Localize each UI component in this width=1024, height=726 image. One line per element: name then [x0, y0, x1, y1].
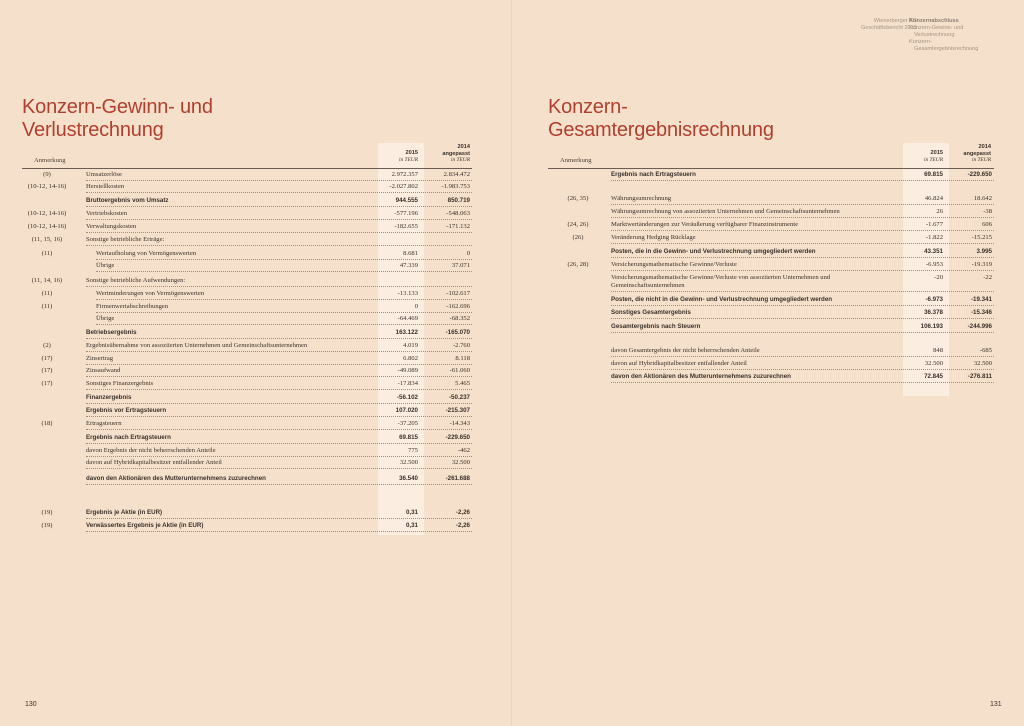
row-rule	[86, 484, 472, 485]
page-131	[513, 0, 1024, 726]
table-row	[513, 232, 1024, 244]
row-value-2014: -15.346	[971, 309, 992, 316]
row-rule	[611, 257, 994, 258]
row-label: Posten, die nicht in die Gewinn- und Verlustrechnung umgegliedert werden	[611, 296, 833, 303]
table-row	[513, 345, 1024, 357]
row-rule	[611, 180, 994, 181]
row-value-2014: -276.811	[967, 373, 992, 380]
row-value-2014: 0	[466, 250, 470, 257]
row-value-2015: 47.339	[399, 262, 418, 269]
row-value-2014: -2,26	[455, 522, 470, 529]
table-row	[513, 246, 1024, 258]
row-value-2014: -162.696	[446, 303, 470, 310]
row-value-2014: -685	[979, 347, 992, 354]
row-value-2015: 106.193	[920, 323, 943, 330]
row-label: Sonstiges Finanzergebnis	[86, 380, 154, 387]
page-number: 130	[25, 701, 37, 708]
row-rule	[611, 217, 994, 218]
row-label: Marktwertänderungen zur Veräußerung verfügbarer Finanzinstrumente	[611, 221, 798, 228]
row-label: Versicherungsmathematische Gewinne/Verluste	[611, 261, 737, 268]
row-value-2015: -64.469	[397, 315, 418, 322]
row-value-2015: 107.020	[395, 407, 418, 414]
row-note-ref: (10-12, 14-16)	[27, 183, 67, 190]
row-label: Wertminderungen von Vermögenswerten	[96, 290, 205, 297]
row-value-2015: 163.122	[395, 329, 418, 336]
row-value-2014: -261.688	[445, 475, 470, 482]
row-value-2014: -68.352	[449, 315, 470, 322]
table-row	[0, 432, 511, 444]
row-value-2015: 6.802	[403, 355, 418, 362]
row-value-2014: -2.760	[452, 342, 470, 349]
table-row	[513, 259, 1024, 271]
table-row	[0, 313, 511, 325]
row-value-2014: 32.500	[451, 459, 470, 466]
row-rule	[611, 291, 994, 292]
row-label: Posten, die in die Gewinn- und Verlustrechnung umgegliedert werden	[611, 248, 816, 255]
row-rule	[86, 531, 472, 532]
row-value-2014: -1.983.753	[441, 183, 470, 190]
table-row	[0, 340, 511, 352]
row-note-ref: (11, 14, 16)	[31, 277, 63, 284]
row-label: Herstellkosten	[86, 183, 125, 190]
row-label: Währungsumrechnung von assoziierten Unternehmen und Gemeinschaftsunternehmen	[611, 208, 840, 215]
row-rule	[86, 468, 472, 469]
row-note-ref: (11)	[41, 290, 53, 297]
row-label: davon den Aktionären des Mutterunternehmens zuzurechnen	[611, 373, 791, 380]
row-value-2015: 32.500	[399, 459, 418, 466]
table-row	[0, 234, 511, 246]
table-row	[513, 272, 1024, 292]
row-value-2015: 0,31	[405, 522, 418, 529]
row-label: Sonstige betriebliche Erträge:	[86, 236, 165, 243]
row-label: Bruttoergebnis vom Umsatz	[86, 197, 169, 204]
row-rule	[86, 286, 472, 287]
row-label: Ertragsteuern	[86, 420, 122, 427]
header-col-2015: 2015 in TEUR	[923, 150, 943, 163]
row-rule	[611, 369, 994, 370]
row-rule	[86, 219, 472, 220]
table-row	[0, 301, 511, 313]
row-value-2014: -244.996	[967, 323, 992, 330]
row-value-2015: -577.196	[394, 210, 418, 217]
row-value-2015: 0,31	[405, 509, 418, 516]
row-label: davon auf Hybridkapitalbesitzer entfallender Anteil	[611, 360, 747, 367]
row-label: Betriebsergebnis	[86, 329, 137, 336]
page-130	[0, 0, 511, 726]
row-rule	[611, 382, 994, 383]
row-rule	[86, 351, 472, 352]
row-label: Ergebnisübernahme von assoziierten Unternehmen und Gemeinschaftsunternehmen	[86, 342, 308, 349]
table-row	[0, 507, 511, 519]
row-value-2015: -20	[934, 274, 943, 281]
row-label: Veränderung Hedging Rücklage	[611, 234, 696, 241]
table-row	[0, 248, 511, 260]
row-value-2014: 5.465	[455, 380, 470, 387]
row-value-2015: 46.824	[924, 195, 943, 202]
row-note-ref: (9)	[43, 171, 51, 178]
row-rule	[86, 232, 472, 233]
row-label: Übrige	[96, 315, 115, 322]
title-line-2: Gesamtergebnisrechnung	[548, 119, 774, 141]
row-label: Firmenwertabschreibungen	[96, 303, 169, 310]
row-note-ref: (11, 15, 16)	[31, 236, 63, 243]
row-note-ref: (26, 35)	[567, 195, 589, 202]
row-rule	[611, 332, 994, 333]
row-value-2014: -19.319	[971, 261, 992, 268]
table-row	[0, 208, 511, 220]
row-value-2015: 4.019	[403, 342, 418, 349]
row-rule	[611, 243, 994, 244]
row-value-2015: 2.972.357	[391, 171, 418, 178]
row-value-2015: 944.555	[395, 197, 418, 204]
row-value-2015: 8.681	[403, 250, 418, 257]
row-rule	[86, 206, 472, 207]
row-value-2015: 72.845	[924, 373, 943, 380]
table-row	[0, 288, 511, 300]
header-col-2014: 2014 angepasst in TEUR	[442, 144, 470, 164]
table-row	[513, 169, 1024, 181]
row-value-2015: 848	[933, 347, 943, 354]
row-rule	[611, 270, 994, 271]
row-note-ref: (17)	[41, 355, 53, 362]
row-value-2014: -171.132	[446, 223, 470, 230]
table-row	[0, 327, 511, 339]
row-label: Übrige	[96, 262, 115, 269]
row-note-ref: (18)	[41, 420, 53, 427]
row-value-2014: 850.719	[447, 197, 470, 204]
table-row	[0, 392, 511, 404]
row-rule	[86, 245, 472, 246]
table-row	[513, 371, 1024, 383]
header-col-2014: 2014 angepasst in TEUR	[963, 144, 991, 164]
row-label: davon Gesamtergebnis der nicht beherrschenden Anteile	[611, 347, 760, 354]
row-value-2014: -102.617	[446, 290, 470, 297]
row-value-2015: -56.102	[397, 394, 418, 401]
row-note-ref: (10-12, 14-16)	[27, 210, 67, 217]
row-value-2015: 69.815	[399, 434, 418, 441]
row-value-2015: 69.815	[924, 171, 943, 178]
row-label: davon den Aktionären des Mutterunternehmens zuzurechnen	[86, 475, 266, 482]
row-note-ref: (17)	[41, 380, 53, 387]
table-row	[0, 365, 511, 377]
table-row	[0, 405, 511, 417]
row-value-2015: -6.973	[925, 296, 943, 303]
row-value-2015: -2.027.802	[389, 183, 418, 190]
row-label: Ergebnis nach Ertragsteuern	[86, 434, 171, 441]
row-rule	[611, 230, 994, 231]
row-value-2014: -165.070	[445, 329, 470, 336]
row-value-2015: -182.655	[394, 223, 418, 230]
row-note-ref: (17)	[41, 367, 53, 374]
table-row	[0, 181, 511, 193]
running-head-section: Konzernabschluss Konzern-Gewinn- und Verlustrechnung Konzern- Gesamtergebnisrechnung	[909, 18, 979, 52]
row-value-2014: 606	[982, 221, 992, 228]
title-line-2: Verlustrechnung	[22, 119, 164, 141]
table-row	[513, 206, 1024, 218]
row-value-2014: -19.341	[971, 296, 992, 303]
row-rule	[86, 403, 472, 404]
row-label: Ergebnis vor Ertragsteuern	[86, 407, 167, 414]
table-row	[0, 520, 511, 532]
row-rule	[86, 338, 472, 339]
title-line-1: Konzern-	[548, 96, 628, 118]
table-row	[0, 353, 511, 365]
row-value-2014: 18.642	[973, 195, 992, 202]
table-row	[0, 169, 511, 181]
row-value-2014: 37.071	[451, 262, 470, 269]
row-note-ref: (26, 28)	[567, 261, 589, 268]
row-rule	[96, 324, 472, 325]
row-note-ref: (19)	[41, 509, 53, 516]
row-value-2015: -13.133	[397, 290, 418, 297]
row-value-2014: -229.650	[445, 434, 470, 441]
row-label: Zinsaufwand	[86, 367, 121, 374]
row-value-2015: 0	[414, 303, 418, 310]
row-value-2015: -17.834	[397, 380, 418, 387]
row-value-2015: -1.677	[925, 221, 943, 228]
row-rule	[611, 204, 994, 205]
row-rule	[86, 192, 472, 193]
table-row	[0, 260, 511, 272]
row-value-2014: 3.995	[976, 248, 992, 255]
row-rule	[96, 299, 472, 300]
page-title-comprehensive-income	[548, 96, 774, 142]
table-row	[0, 457, 511, 469]
row-value-2015: 26	[936, 208, 943, 215]
row-value-2014: 8.118	[455, 355, 470, 362]
row-value-2014: -61.060	[449, 367, 470, 374]
header-note: Anmerkung	[560, 157, 592, 164]
row-value-2014: -22	[983, 274, 992, 281]
row-note-ref: (19)	[41, 522, 53, 529]
row-label: Sonstige betriebliche Aufwendungen:	[86, 277, 186, 284]
table-row	[513, 307, 1024, 319]
row-label: Finanzergebnis	[86, 394, 132, 401]
table-row	[0, 221, 511, 233]
row-value-2015: 775	[408, 447, 418, 454]
table-row	[0, 473, 511, 485]
row-value-2015: 32.500	[924, 360, 943, 367]
row-rule	[86, 416, 472, 417]
row-label: Zinsertrag	[86, 355, 114, 362]
row-value-2014: 2.834.472	[443, 171, 470, 178]
page-title-income-statement	[22, 96, 213, 142]
row-rule	[86, 376, 472, 377]
row-label: Wertaufholung von Vermögenswerten	[96, 250, 197, 257]
row-value-2015: -37.205	[397, 420, 418, 427]
title-line-1: Konzern-Gewinn- und	[22, 96, 213, 118]
page-number: 131	[990, 701, 1002, 708]
row-note-ref: (10-12, 14-16)	[27, 223, 67, 230]
row-value-2014: -38	[983, 208, 992, 215]
row-rule	[611, 318, 994, 319]
row-value-2015: -6.953	[925, 261, 943, 268]
row-value-2014: -2,26	[455, 509, 470, 516]
table-row	[0, 275, 511, 287]
row-note-ref: (26)	[572, 234, 584, 241]
row-rule	[611, 305, 994, 306]
table-row	[513, 321, 1024, 333]
row-note-ref: (24, 26)	[567, 221, 589, 228]
row-value-2014: -50.237	[449, 394, 470, 401]
header-col-2015: 2015 in TEUR	[398, 150, 418, 163]
row-label: Währungsumrechnung	[611, 195, 672, 202]
row-value-2014: -462	[457, 447, 470, 454]
row-value-2015: 36.378	[924, 309, 943, 316]
row-value-2014: -229.650	[967, 171, 992, 178]
header-note: Anmerkung	[34, 157, 66, 164]
row-label: Verwässertes Ergebnis je Aktie (in EUR)	[86, 522, 204, 529]
row-value-2015: 36.540	[399, 475, 418, 482]
row-label: Ergebnis nach Ertragsteuern	[611, 171, 696, 178]
row-rule	[96, 271, 472, 272]
row-label: davon auf Hybridkapitalbesitzer entfallender Anteil	[86, 459, 222, 466]
row-value-2014: -14.343	[449, 420, 470, 427]
row-note-ref: (11)	[41, 303, 53, 310]
row-label: Sonstiges Gesamtergebnis	[611, 309, 691, 316]
table-row	[513, 294, 1024, 306]
row-label: Gesamtergebnis nach Steuern	[611, 323, 701, 330]
table-row	[0, 195, 511, 207]
row-label: Umsatzerlöse	[86, 171, 122, 178]
table-row	[0, 418, 511, 430]
row-rule	[86, 518, 472, 519]
table-row	[0, 378, 511, 390]
row-label: Vertriebskosten	[86, 210, 128, 217]
table-row	[513, 193, 1024, 205]
table-row	[0, 445, 511, 457]
row-label: Ergebnis je Aktie (in EUR)	[86, 509, 163, 516]
row-label: davon Ergebnis der nicht beherrschenden Anteile	[86, 447, 216, 454]
row-rule	[611, 356, 994, 357]
row-rule	[86, 389, 472, 390]
table-row	[513, 358, 1024, 370]
running-head-company: Wienerberger AG Geschäftsbericht 2015	[861, 18, 917, 31]
row-value-2015: -1.822	[925, 234, 943, 241]
row-value-2015: 43.351	[924, 248, 943, 255]
row-note-ref: (11)	[41, 250, 53, 257]
row-value-2014: -15.215	[971, 234, 992, 241]
row-value-2015: -49.089	[397, 367, 418, 374]
table-row	[513, 219, 1024, 231]
row-note-ref: (2)	[43, 342, 51, 349]
row-label: Verwaltungskosten	[86, 223, 137, 230]
row-rule	[86, 429, 472, 430]
row-value-2014: -215.307	[445, 407, 470, 414]
row-value-2014: 32.500	[973, 360, 992, 367]
row-label: Versicherungsmathematische Gewinne/Verluste von assoziierten Unternehmen und Gemeinschaftsunternehmen	[611, 274, 831, 289]
row-value-2014: -548.063	[446, 210, 470, 217]
row-rule	[86, 443, 472, 444]
